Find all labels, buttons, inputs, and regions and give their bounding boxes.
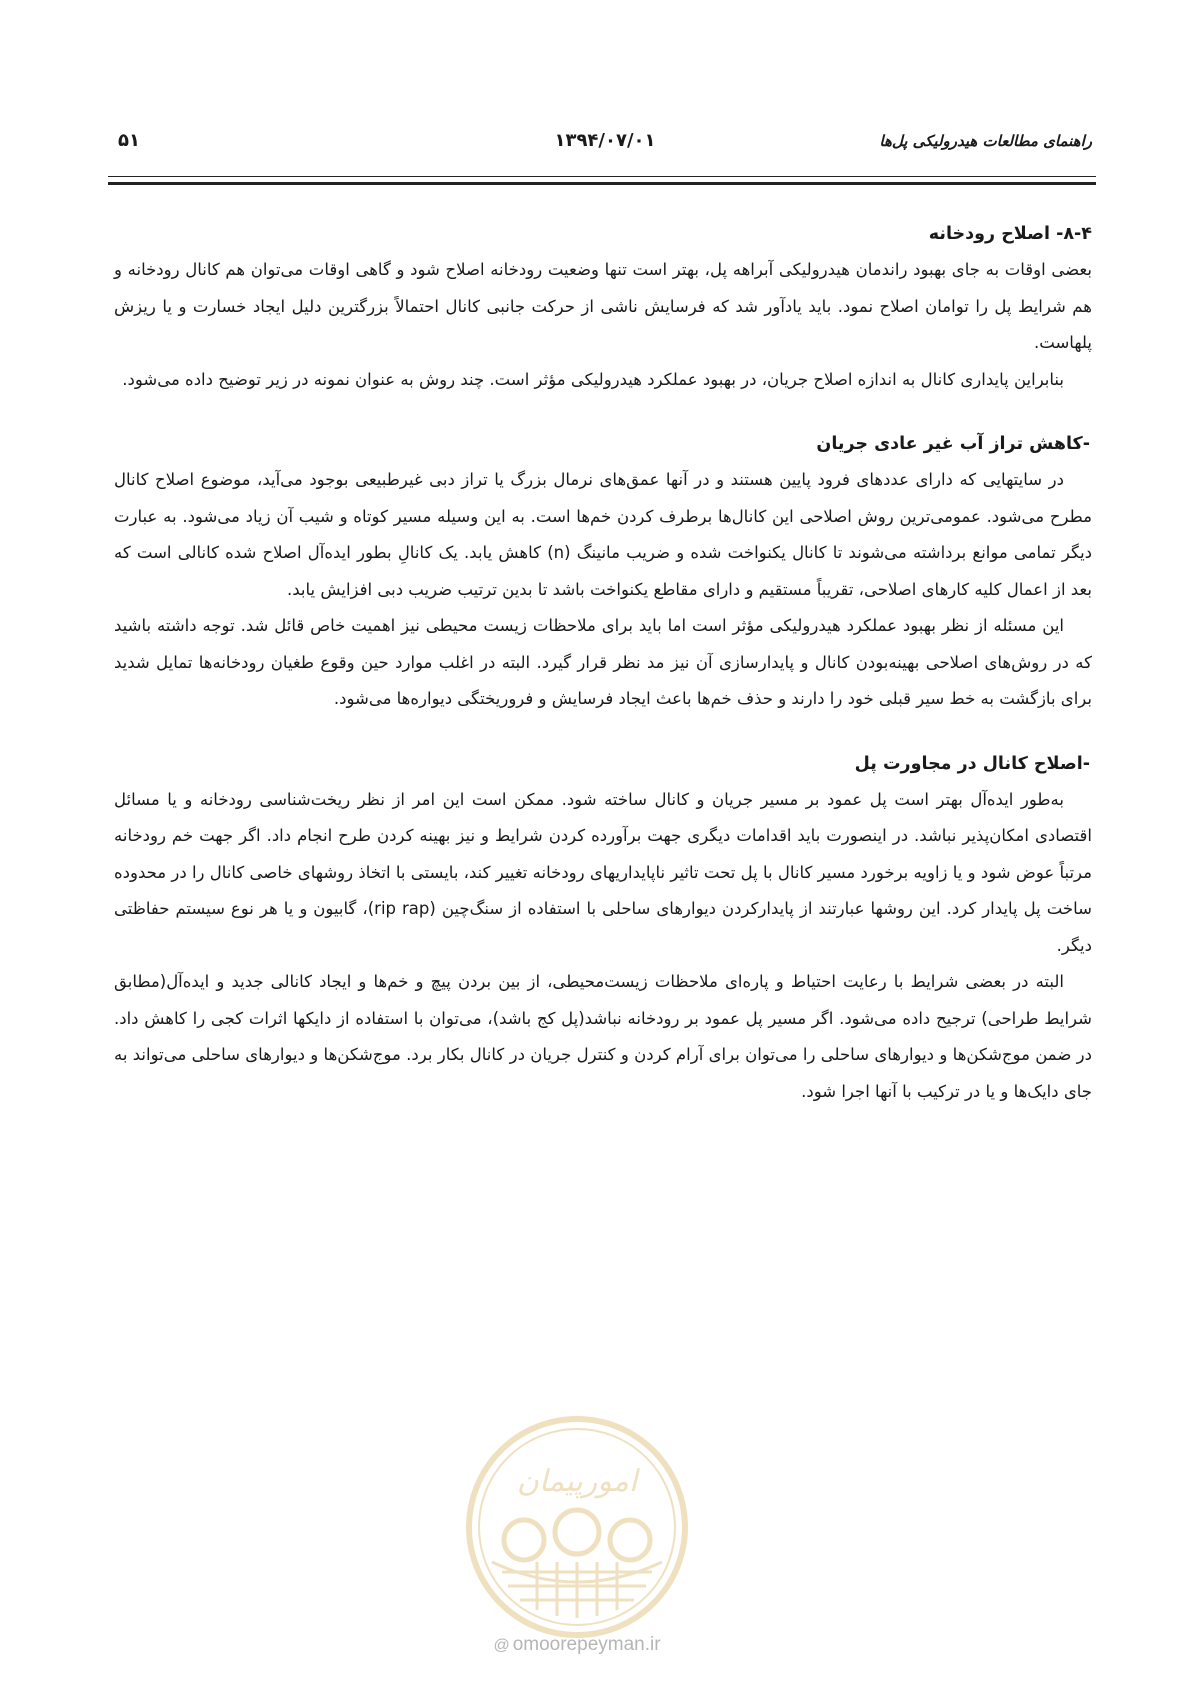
seal-logo-icon [462, 1412, 692, 1642]
page-body [114, 216, 1092, 1110]
header-rule-thick [108, 182, 1096, 185]
page-header [118, 128, 1092, 162]
subsection-2-paragraph-2: البته در بعضی شرایط با رعایت احتیاط و پاره‌ای ملاحظات زیست‌محیطی، از بین بردن پیچ و خم‌ها و ایجاد کانالی جدید و ایده‌آل(مطابق شرایط طراحی) ترجیح داده می‌شود. اگر مسیر پل عمود بر رودخانه نباشد(پل کج باشد)، می‌توان با استفاده از دایکها اثرات کجی را کاهش داد. در ضمن موج‌شکن‌ها و دیوارهای ساحلی را می‌توان برای آرام کردن و کنترل جریان در کانال بکار برد. موج‌شکن‌ها و دیوارهای ساحلی می‌تواند به جای دایک‌ها و یا در ترکیب با آنها اجرا شود. [114, 972, 1092, 1101]
riprap-term: (rip rap) [367, 899, 436, 918]
manning-symbol: (n) [547, 543, 571, 562]
section-paragraph-2: بنابراین پایداری کانال به اندازه اصلاح جریان، در بهبود عملکرد هیدرولیکی مؤثر است. چند روش به عنوان نمونه در زیر توضیح داده می‌شود. [122, 369, 1064, 389]
watermark-site [460, 1634, 694, 1656]
page-number: ۵۱ [118, 130, 140, 151]
at-icon: @ [493, 1637, 510, 1654]
paragraph-text: به‌طور ایده‌آل بهتر است پل عمود بر مسیر جریان و کانال ساخته شود. ممکن است این امر از نظر ریخت‌شناسی رودخانه و یا مسائل اقتصادی امکان‌پذیر نباشد. در اینصورت باید اقدامات دیگری جهت برآورده کردن شرایط و نیز بهینه کردن طرح انجام داد. اگر جهت خم رودخانه مرتباً عوض شود و یا زاویه برخورد مسیر کانال با پل تحت تاثیر ناپایداریهای رودخانه تغییر کند، بایستی با اتخاذ روشهای خاصی کانال را در محدوده ساخت پل پایدار کرد. این روشها عبارتند از پایدارکردن دیوارهای ساحلی با استفاده از سنگ‌چین [114, 789, 1092, 918]
paragraph-text: ، گابیون و یا هر نوع سیستم حفاظتی دیگر. [114, 899, 1092, 955]
site-url: omoorepeyman.ir [512, 1634, 661, 1655]
subsection-1-paragraph-1 [114, 462, 1092, 608]
subsection-heading-1: -کاهش تراز آب غیر عادی جریان [816, 434, 1090, 454]
section-heading: ۸-۴- اصلاح رودخانه [928, 224, 1092, 244]
subsection-1-paragraph-2: این مسئله از نظر بهبود عملکرد هیدرولیکی مؤثر است اما باید برای ملاحظات زیست محیطی نیز اهمیت خاص قائل شد. توجه داشته باشید که در روش‌های اصلاحی بهینه‌بودن کانال و پایدارسازی آن نیز مد نظر قرار گیرد. البته در اغلب موارد حین وقوع طغیان رودخانه‌ها تمایل شدید برای بازگشت به خط سیر قبلی خود را دارند و حذف خم‌ها باعث ایجاد فرسایش و فروریختگی دیواره‌ها می‌شود. [114, 616, 1092, 708]
paragraph-text: در سایتهایی که دارای عددهای فرود پایین هستند و در آنها عمق‌های نرمال بزرگ یا تراز دبی غیرطبیعی بوجود می‌آید، موضوع اصلاح کانال مطرح می‌شود. عمومی‌ترین روش اصلاحی این کانال‌ها برطرف کردن خم‌ها است. به این وسیله مسیر کوتاه و شیب آن زیاد می‌شود. به عبارت دیگر تمامی موانع برداشته می‌شوند تا کانال یکنواخت شده و ضریب مانینگ [114, 470, 1093, 562]
paragraph-text: کاهش یابد. یک کانالِ بطور ایده‌آل اصلاح شده کانالی است که بعد از اعمال کلیه کارهای اصلاحی، تقریباً مستقیم و دارای مقاطع یکنواخت باشد تا بدین ترتیب ضریب دبی افزایش یابد. [114, 543, 1092, 599]
watermark-seal [462, 1412, 692, 1662]
section-paragraph-1: بعضی اوقات به جای بهبود راندمان هیدرولیکی آبراهه پل، بهتر است تنها وضعیت رودخانه اصلاح شود و گاهی اوقات می‌توان هم کانال رودخانه و هم شرایط پل را توامان اصلاح نمود. باید یادآور شد که فرسایش ناشی از حرکت جانبی کانال احتمالاً بزرگترین دلیل ایجاد خسارت و یا ریزش پلهاست. [114, 260, 1092, 352]
seal-logo-text: امورپیمان [516, 1464, 638, 1499]
header-date: ۱۳۹۴/۰۷/۰۱ [554, 130, 656, 151]
subsection-2-paragraph-1 [114, 782, 1092, 965]
running-title: راهنمای مطالعات هیدرولیکی پل‌ها [879, 132, 1092, 150]
subsection-heading-2: -اصلاح کانال در مجاورت پل [854, 753, 1090, 774]
header-rule-thin [108, 176, 1096, 177]
